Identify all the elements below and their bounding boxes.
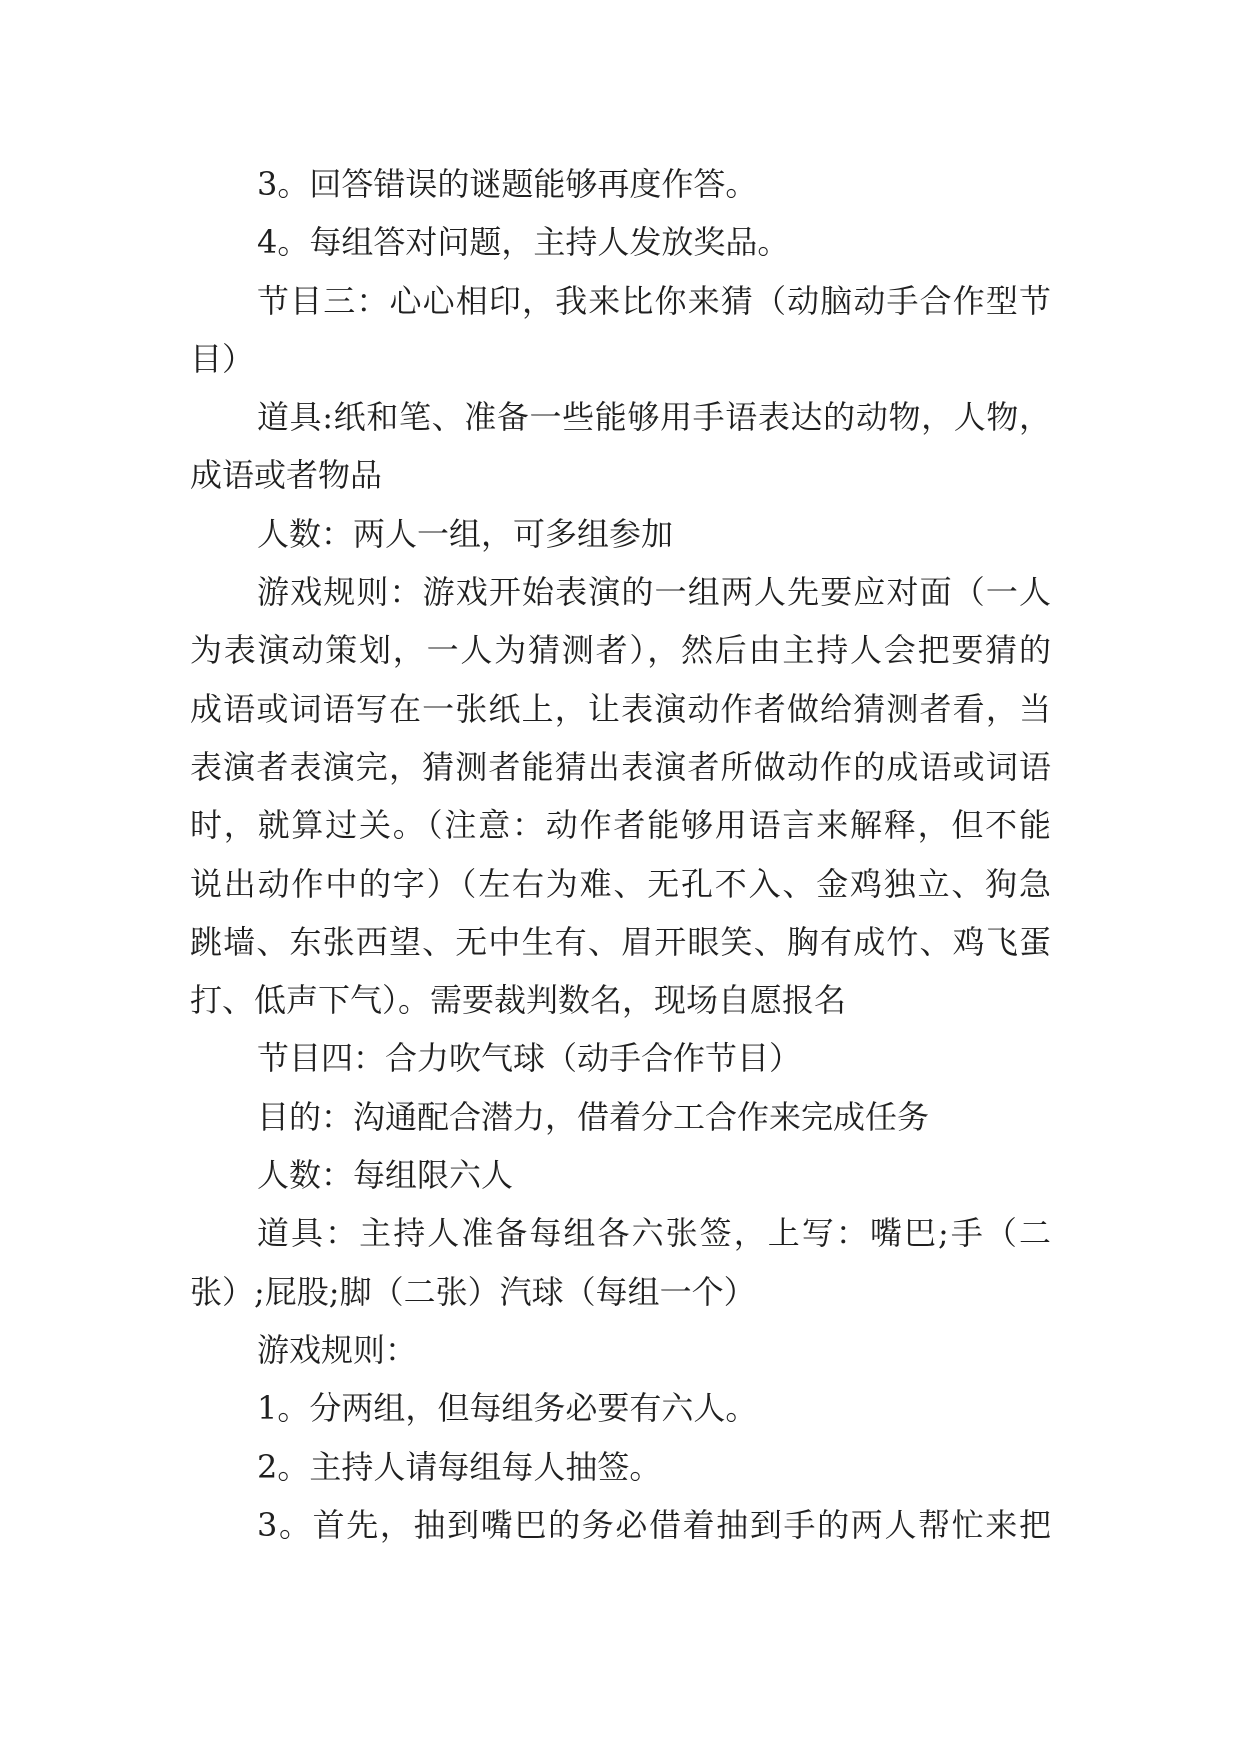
text-line: 成语或词语写在一张纸上，让表演动作者做给猜测者看，当 <box>190 689 1051 728</box>
text-line: 人数：两人一组，可多组参加 <box>257 514 674 553</box>
text-line: 人数：每组限六人 <box>257 1156 514 1195</box>
text-line: 目的：沟通配合潜力，借着分工合作来完成任务 <box>257 1097 930 1136</box>
text-line: 3。首先，抽到嘴巴的务必借着抽到手的两人帮忙来把 <box>257 1505 1051 1544</box>
text-line: 道具：主持人准备每组各六张签，上写：嘴巴;手（二 <box>257 1214 1051 1253</box>
text-line: 目） <box>190 339 255 378</box>
text-line: 跳墙、东张西望、无中生有、眉开眼笑、胸有成竹、鸡飞蛋 <box>190 922 1051 961</box>
text-line: 节目四：合力吹气球（动手合作节目） <box>257 1039 802 1078</box>
text-line: 游戏规则： <box>257 1330 418 1369</box>
text-line: 时，就算过关。（注意：动作者能够用语言来解释，但不能 <box>190 806 1051 845</box>
text-line: 3。回答错误的谜题能够再度作答。 <box>257 165 758 203</box>
text-line: 说出动作中的字）（左右为难、无孔不入、金鸡独立、狗急 <box>190 864 1051 903</box>
text-line: 打、低声下气）。需要裁判数名，现场自愿报名 <box>190 981 847 1020</box>
text-line: 成语或者物品 <box>190 456 383 495</box>
text-line: 为表演动策划，一人为猜测者），然后由主持人会把要猜的 <box>190 631 1051 670</box>
text-line: 节目三：心心相印，我来比你来猜（动脑动手合作型节 <box>257 281 1051 320</box>
text-line: 2。主持人请每组每人抽签。 <box>257 1447 662 1486</box>
text-line: 表演者表演完，猜测者能猜出表演者所做动作的成语或词语 <box>190 747 1051 786</box>
document-body <box>190 155 1051 1554</box>
text-line: 道具:纸和笔、准备一些能够用手语表达的动物，人物， <box>257 398 1051 437</box>
text-line: 4。每组答对问题，主持人发放奖品。 <box>257 223 790 262</box>
text-line: 1。分两组，但每组务必要有六人。 <box>257 1389 758 1428</box>
text-line: 张）;屁股;脚（二张）汽球（每组一个） <box>190 1272 756 1311</box>
text-line: 游戏规则：游戏开始表演的一组两人先要应对面（一人 <box>257 573 1051 612</box>
